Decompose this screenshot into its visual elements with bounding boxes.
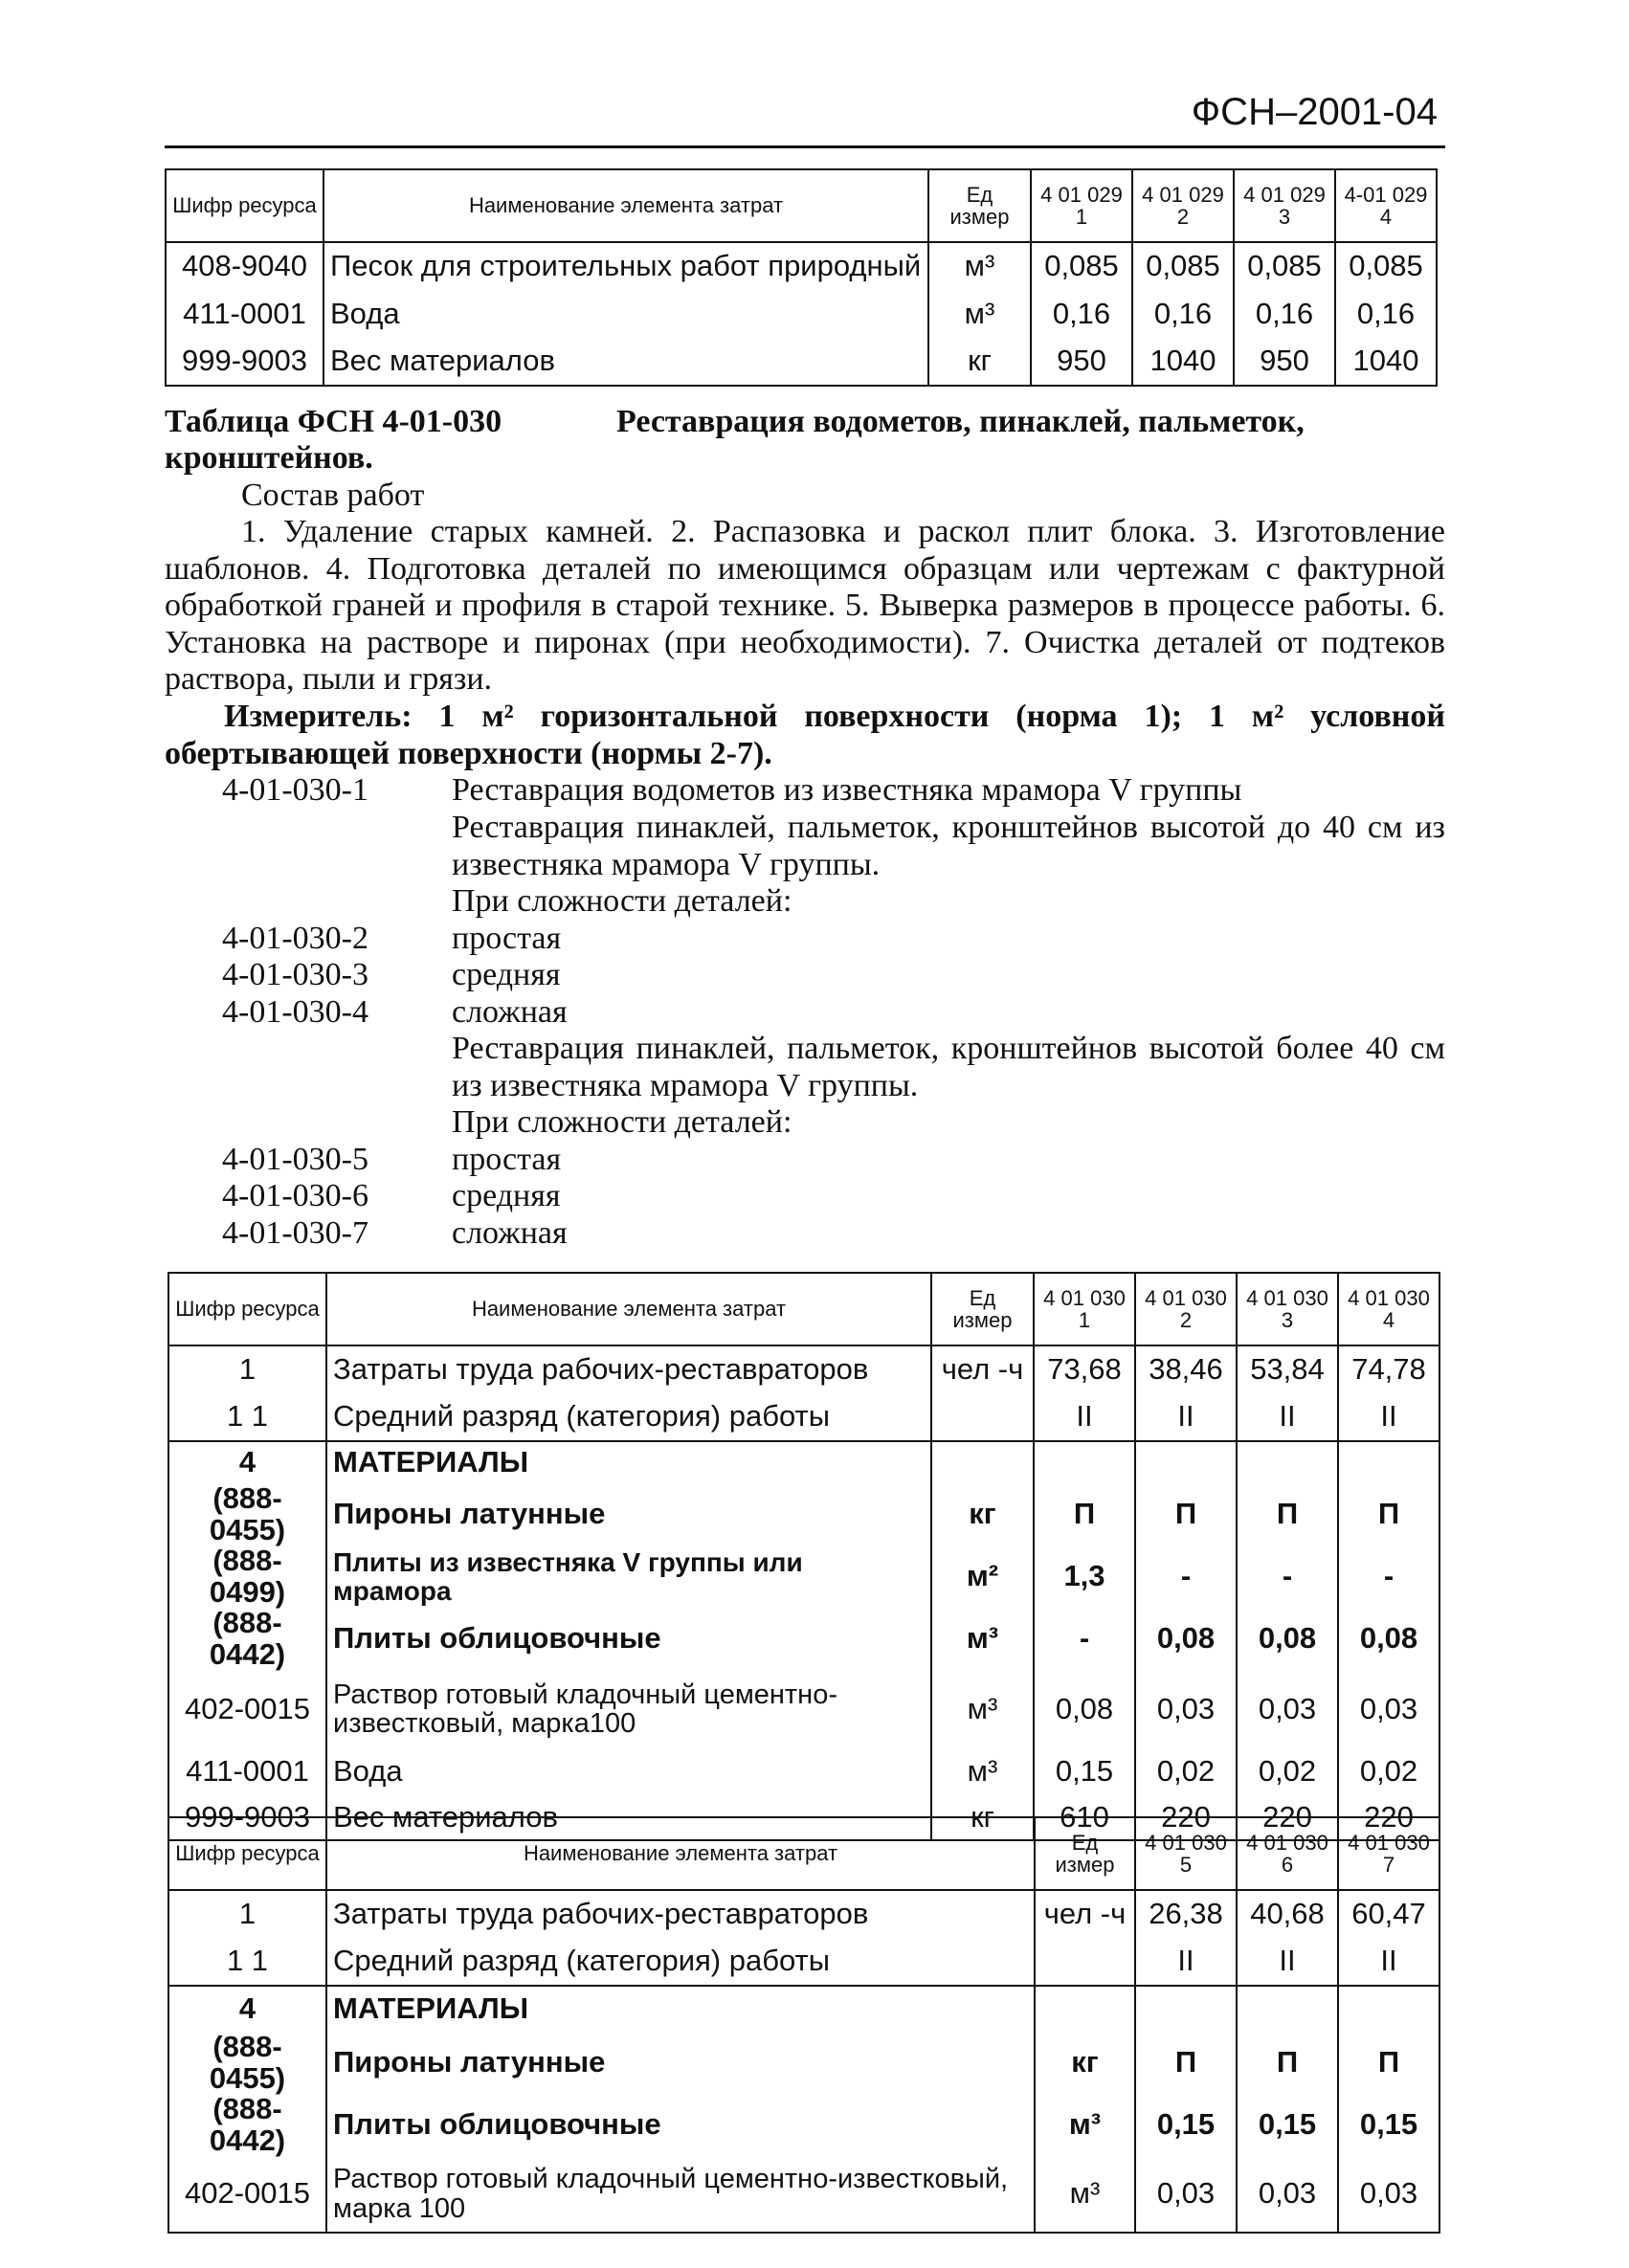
- cell-name: Плиты облицовочные: [326, 1608, 931, 1670]
- cell-unit: [1035, 1938, 1135, 1986]
- cell-value: II: [1338, 1938, 1439, 1986]
- cell-value: 0,085: [1234, 242, 1335, 290]
- cell-value: 0,03: [1338, 2156, 1439, 2233]
- header-unit: Ед измер: [928, 169, 1031, 242]
- cell-value: [1034, 1441, 1135, 1483]
- cell-name: Плиты из известняка V группы или мрамора: [326, 1545, 931, 1608]
- table-title: Реставрация водометов, пинаклей, пальметок, кронштейнов.: [165, 404, 1305, 476]
- cell-code: 999-9003: [168, 1794, 326, 1840]
- cell-value: 0,02: [1237, 1748, 1338, 1794]
- cell-value: 0,02: [1338, 1748, 1439, 1794]
- cell-unit: м³: [931, 1608, 1034, 1670]
- header-norm-7: 4 01 030 7: [1338, 1817, 1439, 1890]
- cell-name: Вес материалов: [326, 1794, 931, 1840]
- cell-unit: чел -ч: [1035, 1890, 1135, 1938]
- header-unit: Ед измер: [1035, 1817, 1135, 1890]
- norm-code: 4-01-030-5: [222, 1142, 368, 1177]
- table-row-section: [168, 1986, 1439, 2032]
- norm-text: простая: [452, 921, 562, 956]
- norm-text: Реставрация водометов из известняка мрамора V группы: [452, 772, 1242, 808]
- cell-value: 0,03: [1135, 1670, 1237, 1748]
- cell-code: 4: [168, 1441, 326, 1483]
- resource-table-030-1-4: [167, 1272, 1440, 1841]
- header-unit: Ед измер: [931, 1273, 1034, 1345]
- cell-value: П: [1237, 2032, 1338, 2094]
- section-title: [165, 404, 1445, 477]
- cell-unit: м³: [931, 1670, 1034, 1748]
- cell-value: 950: [1031, 338, 1132, 386]
- header-name: Наименование элемента затрат: [324, 169, 928, 242]
- cell-unit: м³: [928, 242, 1031, 290]
- cell-value: П: [1034, 1483, 1135, 1545]
- cell-code: 402-0015: [168, 1670, 326, 1748]
- table-header-row: [166, 169, 1437, 242]
- cell-unit: [1035, 1986, 1135, 2032]
- cell-value: [1135, 1441, 1237, 1483]
- cell-value: 0,15: [1034, 1748, 1135, 1794]
- header-code: Шифр ресурса: [168, 1817, 326, 1890]
- norm-code: 4-01-030-6: [222, 1178, 368, 1213]
- table-row: [168, 1483, 1439, 1545]
- cell-code: 1 1: [168, 1393, 326, 1441]
- cell-value: 0,02: [1135, 1748, 1237, 1794]
- cell-value: 0,03: [1338, 1670, 1439, 1748]
- cell-value: 0,08: [1338, 1608, 1439, 1670]
- cell-value: П: [1135, 1483, 1237, 1545]
- cell-name: Средний разряд (категория) работы: [326, 1393, 931, 1441]
- works-text: 1. Удаление старых камней. 2. Распазовка и раскол плит блока. 3. Изготовление шаблонов. 4. Подготовка деталей по имеющимся образцам или чертежам с фактурной обработкой граней и профиля в старой технике. 5. Выверка размеров в процессе работы. 6. Установка на растворе и пиронах (при необходимости). 7. Очистка деталей от подтеков раствора, пыли и грязи.: [165, 514, 1445, 697]
- table-row: [168, 1545, 1439, 1608]
- header-name: Наименование элемента затрат: [326, 1273, 931, 1345]
- norm-text: При сложности деталей:: [452, 883, 792, 919]
- norm-text: При сложности деталей:: [452, 1104, 792, 1140]
- cell-code: 1: [168, 1345, 326, 1393]
- table-label: Таблица ФСН 4-01-030: [165, 404, 502, 439]
- cell-value: II: [1034, 1393, 1135, 1441]
- cell-code: (888-0442): [168, 1608, 326, 1670]
- cell-value: 53,84: [1237, 1345, 1338, 1393]
- header-norm-4: 4-01 029 4: [1335, 169, 1437, 242]
- cell-code: 408-9040: [166, 242, 324, 290]
- cell-value: 0,08: [1135, 1608, 1237, 1670]
- table-row: [168, 2156, 1439, 2233]
- cell-value: II: [1135, 1938, 1237, 1986]
- works-heading: [165, 478, 1445, 515]
- table-row: [166, 338, 1437, 386]
- works-heading-text: Состав работ: [241, 478, 425, 513]
- cell-unit: м³: [931, 1748, 1034, 1794]
- cell-value: [1237, 1441, 1338, 1483]
- table-row: [168, 1748, 1439, 1794]
- cell-value: 0,085: [1335, 242, 1437, 290]
- resource-table-030-5-7: [167, 1816, 1440, 2234]
- header-norm-1: 4 01 030 1: [1034, 1273, 1135, 1345]
- cell-code: (888-0455): [168, 2032, 326, 2094]
- table-row-section: [168, 1441, 1439, 1483]
- cell-code: 402-0015: [168, 2156, 326, 2233]
- cell-code: (888-0455): [168, 1483, 326, 1545]
- cell-value: II: [1237, 1938, 1338, 1986]
- cell-name: Пироны латунные: [326, 2032, 1035, 2094]
- cell-name: МАТЕРИАЛЫ: [326, 1986, 1035, 2032]
- cell-name: Раствор готовый кладочный цементно-известковый, марка 100: [326, 2156, 1035, 2233]
- cell-value: 26,38: [1135, 1890, 1237, 1938]
- cell-unit: кг: [931, 1483, 1034, 1545]
- header-norm-2: 4 01 030 2: [1135, 1273, 1237, 1345]
- cell-value: 40,68: [1237, 1890, 1338, 1938]
- norm-text: сложная: [452, 1215, 568, 1251]
- cell-value: 0,16: [1335, 290, 1437, 338]
- cell-unit: м³: [1035, 2094, 1135, 2156]
- cell-value: П: [1338, 2032, 1439, 2094]
- meter-text: Измеритель: 1 м² горизонтальной поверхности (норма 1); 1 м² условной обертывающей поверхности (нормы 2-7).: [165, 699, 1445, 771]
- cell-code: (888-0499): [168, 1545, 326, 1608]
- cell-value: 220: [1338, 1794, 1439, 1840]
- cell-value: 0,03: [1237, 2156, 1338, 2233]
- cell-unit: кг: [1035, 2032, 1135, 2094]
- header-name: Наименование элемента затрат: [326, 1817, 1035, 1890]
- header-norm-1: 4 01 029 1: [1031, 169, 1132, 242]
- cell-name: Вес материалов: [324, 338, 928, 386]
- cell-name: Вода: [326, 1748, 931, 1794]
- cell-value: 0,16: [1132, 290, 1234, 338]
- cell-value: 60,47: [1338, 1890, 1439, 1938]
- cell-unit: чел -ч: [931, 1345, 1034, 1393]
- cell-value: 0,15: [1338, 2094, 1439, 2156]
- table-row: [168, 1393, 1439, 1441]
- header-rule: [165, 145, 1445, 148]
- norm-code: 4-01-030-3: [222, 957, 368, 992]
- norm-text: сложная: [452, 994, 568, 1030]
- cell-unit: [931, 1393, 1034, 1441]
- cell-value: 220: [1135, 1794, 1237, 1840]
- cell-unit: [931, 1441, 1034, 1483]
- cell-value: [1237, 1986, 1338, 2032]
- cell-value: -: [1034, 1608, 1135, 1670]
- table-row: [168, 1345, 1439, 1393]
- cell-value: 1040: [1335, 338, 1437, 386]
- table-row: [168, 2032, 1439, 2094]
- cell-value: 0,085: [1132, 242, 1234, 290]
- header-code: Шифр ресурса: [166, 169, 324, 242]
- table-header-row: [168, 1273, 1439, 1345]
- norm-code: 4-01-030-7: [222, 1215, 368, 1251]
- cell-value: 0,15: [1135, 2094, 1237, 2156]
- table-row: [168, 1670, 1439, 1748]
- cell-code: 1: [168, 1890, 326, 1938]
- cell-name: Плиты облицовочные: [326, 2094, 1035, 2156]
- cell-value: 0,03: [1135, 2156, 1237, 2233]
- cell-value: 0,08: [1237, 1608, 1338, 1670]
- header-norm-3: 4 01 029 3: [1234, 169, 1335, 242]
- table-row: [168, 1890, 1439, 1938]
- cell-value: 0,085: [1031, 242, 1132, 290]
- cell-unit: кг: [928, 338, 1031, 386]
- cell-value: II: [1338, 1393, 1439, 1441]
- cell-value: 74,78: [1338, 1345, 1439, 1393]
- norm-code: 4-01-030-1: [222, 772, 368, 808]
- cell-value: II: [1237, 1393, 1338, 1441]
- cell-code: 411-0001: [166, 290, 324, 338]
- cell-value: П: [1338, 1483, 1439, 1545]
- cell-value: 1040: [1132, 338, 1234, 386]
- norm-text: средняя: [452, 1178, 561, 1213]
- header-norm-4: 4 01 030 4: [1338, 1273, 1439, 1345]
- cell-value: [1135, 1986, 1237, 2032]
- cell-value: 73,68: [1034, 1345, 1135, 1393]
- resource-table-029: [165, 168, 1438, 387]
- table-header-row: [168, 1817, 1439, 1890]
- table-row: [168, 1938, 1439, 1986]
- norm-text: Реставрация пинаклей, пальметок, кронштейнов высотой более 40 см из известняка мрамора V группы.: [452, 1031, 1445, 1103]
- table-row: [166, 242, 1437, 290]
- cell-value: П: [1135, 2032, 1237, 2094]
- header-norm-2: 4 01 029 2: [1132, 169, 1234, 242]
- cell-unit: м³: [1035, 2156, 1135, 2233]
- cell-value: II: [1135, 1393, 1237, 1441]
- cell-value: 0,03: [1237, 1670, 1338, 1748]
- table-row: [168, 2094, 1439, 2156]
- cell-name: Вода: [324, 290, 928, 338]
- cell-unit: м³: [928, 290, 1031, 338]
- norm-code: 4-01-030-2: [222, 921, 368, 956]
- norm-text: Реставрация пинаклей, пальметок, кронштейнов высотой до 40 см из известняка мрамора V группы.: [452, 810, 1445, 882]
- cell-name: МАТЕРИАЛЫ: [326, 1441, 931, 1483]
- cell-unit: кг: [931, 1794, 1034, 1840]
- cell-name: Средний разряд (категория) работы: [326, 1938, 1035, 1986]
- document-code-header: ФСН–2001-04: [1191, 91, 1438, 133]
- cell-value: 610: [1034, 1794, 1135, 1840]
- cell-value: 0,08: [1034, 1670, 1135, 1748]
- table-row: [168, 1608, 1439, 1670]
- cell-code: 411-0001: [168, 1748, 326, 1794]
- norm-text: средняя: [452, 957, 561, 992]
- cell-name: Затраты труда рабочих-реставраторов: [326, 1890, 1035, 1938]
- cell-value: 0,15: [1237, 2094, 1338, 2156]
- norm-text: простая: [452, 1142, 562, 1177]
- cell-unit: м²: [931, 1545, 1034, 1608]
- header-norm-6: 4 01 030 6: [1237, 1817, 1338, 1890]
- cell-value: -: [1135, 1545, 1237, 1608]
- cell-value: 0,16: [1031, 290, 1132, 338]
- cell-value: [1338, 1441, 1439, 1483]
- cell-value: -: [1237, 1545, 1338, 1608]
- cell-code: 999-9003: [166, 338, 324, 386]
- cell-value: [1338, 1986, 1439, 2032]
- cell-name: Песок для строительных работ природный: [324, 242, 928, 290]
- cell-value: 38,46: [1135, 1345, 1237, 1393]
- cell-name: Затраты труда рабочих-реставраторов: [326, 1345, 931, 1393]
- cell-code: (888-0442): [168, 2094, 326, 2156]
- cell-code: 4: [168, 1986, 326, 2032]
- cell-name: Раствор готовый кладочный цементно-известковый, марка100: [326, 1670, 931, 1748]
- header-norm-3: 4 01 030 3: [1237, 1273, 1338, 1345]
- cell-value: 220: [1237, 1794, 1338, 1840]
- cell-value: -: [1338, 1545, 1439, 1608]
- norm-code: 4-01-030-4: [222, 994, 368, 1030]
- cell-value: П: [1237, 1483, 1338, 1545]
- table-row: [166, 290, 1437, 338]
- cell-value: 950: [1234, 338, 1335, 386]
- cell-name: Пироны латунные: [326, 1483, 931, 1545]
- header-code: Шифр ресурса: [168, 1273, 326, 1345]
- cell-code: 1 1: [168, 1938, 326, 1986]
- cell-value: 1,3: [1034, 1545, 1135, 1608]
- cell-value: 0,16: [1234, 290, 1335, 338]
- header-norm-5: 4 01 030 5: [1135, 1817, 1237, 1890]
